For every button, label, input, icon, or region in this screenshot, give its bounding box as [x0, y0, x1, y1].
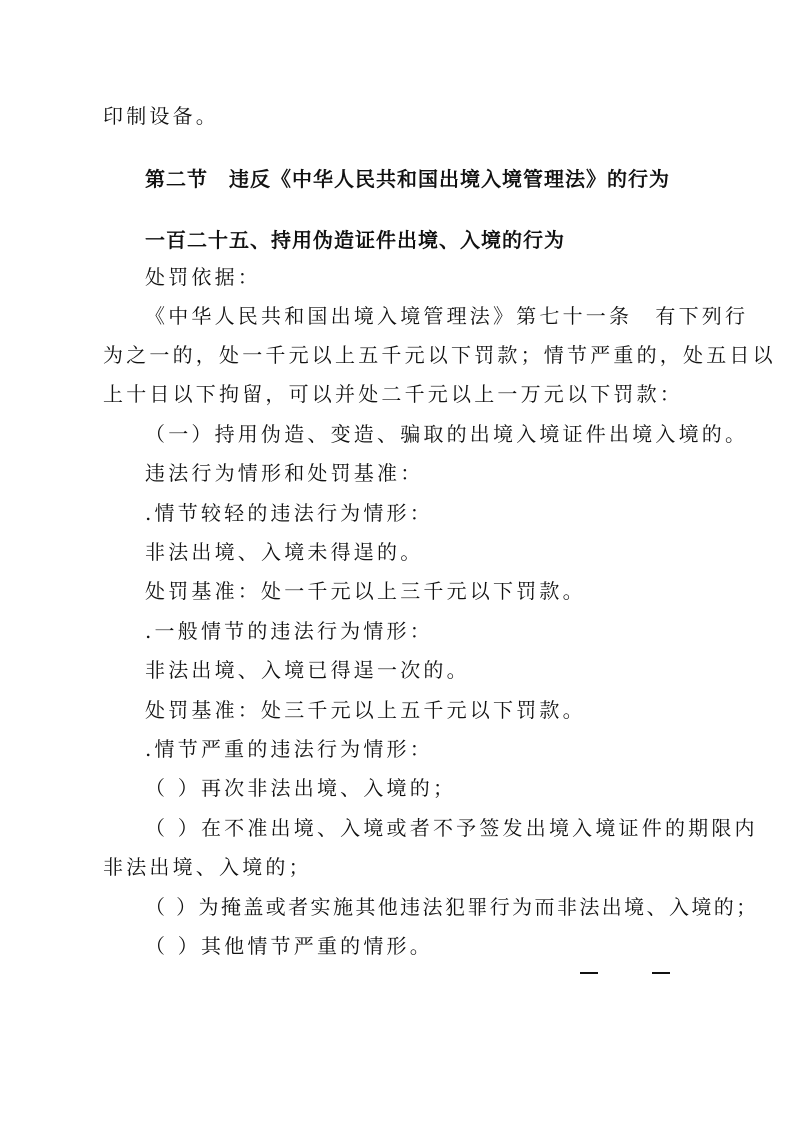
text-line: 处罚依据：	[145, 265, 261, 289]
text-line: （ ）再次非法出境、入境的；	[145, 776, 457, 800]
section-heading: 第二节 违反《中华人民共和国出境入境管理法》的行为	[145, 167, 670, 191]
text-line: （ ）在不准出境、入境或者不予签发出境入境证件的期限内	[145, 816, 758, 840]
text-line: 处罚基准：处一千元以上三千元以下罚款。	[145, 579, 586, 603]
text-line: 为之一的，处一千元以上五千元以下罚款；情节严重的，处五日以	[103, 343, 776, 367]
text-line: .一般情节的违法行为情形：	[145, 619, 433, 643]
text-line: 《中华人民共和国出境入境管理法》第七十一条 有下列行	[145, 304, 749, 328]
text-line: 非法出境、入境已得逞一次的。	[145, 658, 470, 682]
page-number-dash-right	[652, 972, 670, 974]
text-line: 违法行为情形和处罚基准：	[145, 461, 424, 485]
page-number	[580, 972, 670, 974]
text-line: （ ）为掩盖或者实施其他违法犯罪行为而非法出境、入境的；	[145, 895, 759, 919]
text-line: 印制设备。	[103, 104, 219, 128]
text-line: .情节较轻的违法行为情形：	[145, 501, 433, 525]
text-line: 处罚基准：处三千元以上五千元以下罚款。	[145, 698, 586, 722]
article-heading: 一百二十五、持用伪造证件出境、入境的行为	[145, 228, 565, 252]
text-line: 非法出境、入境的；	[103, 855, 312, 879]
text-line: （ ）其他情节严重的情形。	[145, 934, 433, 958]
text-line: .情节严重的违法行为情形：	[145, 737, 433, 761]
text-line: （一）持用伪造、变造、骗取的出境入境证件出境入境的。	[145, 422, 749, 446]
page-number-dash-left	[580, 972, 598, 974]
text-line: 上十日以下拘留，可以并处二千元以上一万元以下罚款：	[103, 382, 683, 406]
text-line: 非法出境、入境未得逞的。	[145, 540, 424, 564]
